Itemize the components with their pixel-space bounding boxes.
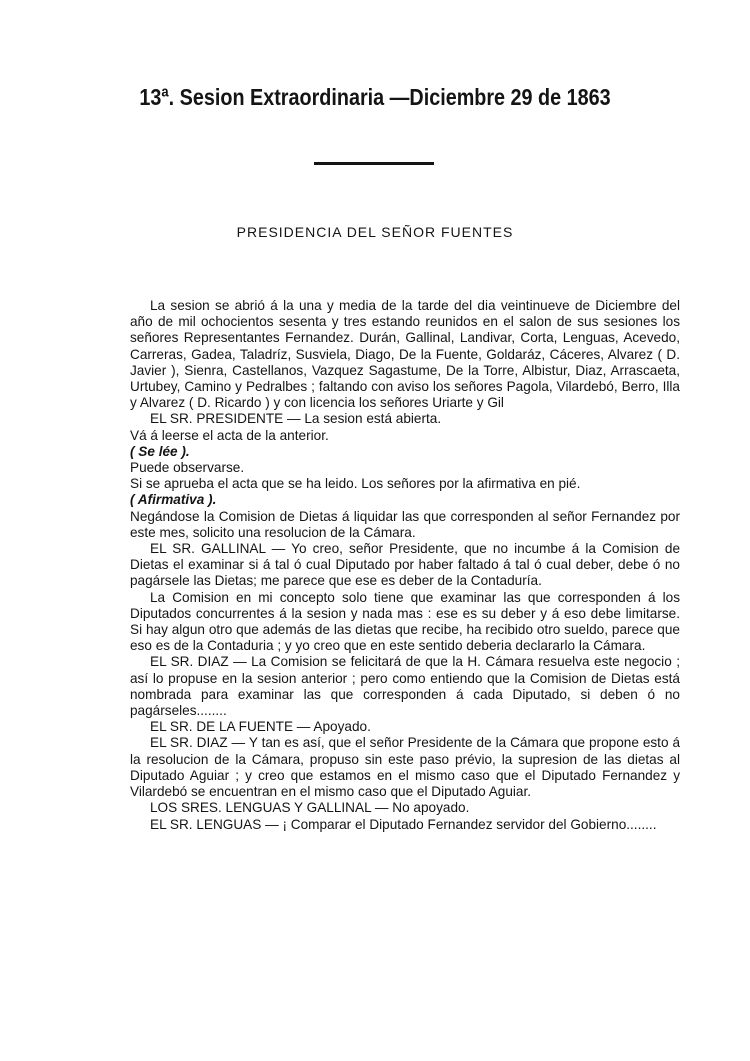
stage-direction: ( Se lée ). [130, 443, 190, 459]
paragraph-opening: La sesion se abrió á la una y media de la tarde del dia veintinueve de Diciembre del año de mil ochocientos sesenta y tres estando reunidos en el salon de sus sesiones los señores Representantes Fernandez. Durán, Gallinal, Landivar, Corta, Lenguas, Acevedo, Carreras, Gadea, Taladríz, Susviela, Diago, De la Fuente, Goldaráz, Cáceres, Alvarez ( D. Javier ), Sienra, Castellanos, Vazquez Sagastume, De la Torre, Albistur, Diaz, Arrascaeta, Urtubey, Camino y Pedralbes ; faltando con aviso los señores Pagola, Vilardebó, Berro, Illa y Alvarez ( D. Ricardo ) y con licencia los señores Uriarte y Gil [130, 298, 680, 411]
speech-text: — La sesion está abierta. [283, 411, 442, 427]
speaker-name: EL SR. PRESIDENTE [150, 411, 284, 427]
paragraph-de-la-fuente [130, 719, 680, 735]
speech-text: — Yo creo, señor Presidente, que no incumbe á la Comision de Dietas el examinar si á tal ó cual Diputado por haber faltado á tal ó cual deber, debe ó no pagársele las Dietas; me parece que ese es deber de la Contaduría. [130, 541, 680, 589]
speaker-name: EL SR. DIAZ [150, 735, 228, 751]
presidency-heading: PRESIDENCIA DEL SEÑOR FUENTES [236, 224, 514, 240]
speech-text: — La Comision se felicitará de que la H. Cámara resuelva este negocio ; así lo propuse en la sesion anterior ; pero como entiendo que la Comision de Dietas está nombrada para examinar las que corresponden á cada Diputado, si deben ó no pagárseles........ [130, 654, 680, 719]
speaker-name: EL SR. DIAZ [150, 654, 229, 670]
speaker-name: EL SR. GALLINAL [150, 541, 266, 557]
speaker-name: LOS SRES. LENGUAS Y GALLINAL [150, 800, 372, 816]
speaker-name: EL SR. DE LA FUENTE [150, 719, 294, 735]
paragraph-vote-call: Si se aprueba el acta que se ha leido. Los señores por la afirmativa en pié. [130, 476, 581, 492]
paragraph-presidente [130, 411, 680, 427]
paragraph-dietas: Negándose la Comision de Dietas á liquidar las que corresponden al señor Fernandez por este mes, solicito una resolucion de la Cámara. [130, 508, 680, 540]
paragraph-lenguas-gallinal [130, 800, 680, 816]
stage-direction: ( Afirmativa ). [130, 492, 217, 508]
session-body [130, 298, 680, 833]
paragraph-lenguas [130, 817, 680, 833]
paragraph-observarse: Puede observarse. [130, 460, 245, 476]
speaker-name: EL SR. LENGUAS [150, 816, 262, 832]
speech-text: — Apoyado. [293, 719, 371, 735]
paragraph-diaz [130, 654, 680, 719]
paragraph-diaz-2 [130, 735, 680, 800]
title-rule [314, 162, 434, 165]
speech-text: — No apoyado. [371, 800, 470, 816]
paragraph-comision: La Comision en mi concepto solo tiene que examinar las que corresponden á los Diputados concurrentes á la sesion y nada mas : ese es su deber y á eso debe limitarse. Si hay algun otro que además de las dietas que recibe, ha recibido otro sueldo, parece que eso es de la Contaduria ; y yo creo que en este sentido deberia declararlo la Cámara. [130, 589, 680, 654]
paragraph-gallinal [130, 541, 680, 590]
paragraph-acta: Vá á leerse el acta de la anterior. [130, 427, 329, 443]
speech-text: — ¡ Comparar el Diputado Fernandez servidor del Gobierno........ [261, 816, 657, 832]
session-title: 13ª. Sesion Extraordinaria —Diciembre 29 de 1863 [139, 84, 611, 110]
speech-text: — Y tan es así, que el señor Presidente de la Cámara que propone esto á la resolucion de la Cámara, propuso sin este paso prévio, la supresion de las dietas al Diputado Aguiar ; y creo que estamos en el mismo caso que el Diputado Fernandez y Vilardebó se encuentran en el mismo caso que el Diputado Aguiar. [130, 735, 680, 800]
